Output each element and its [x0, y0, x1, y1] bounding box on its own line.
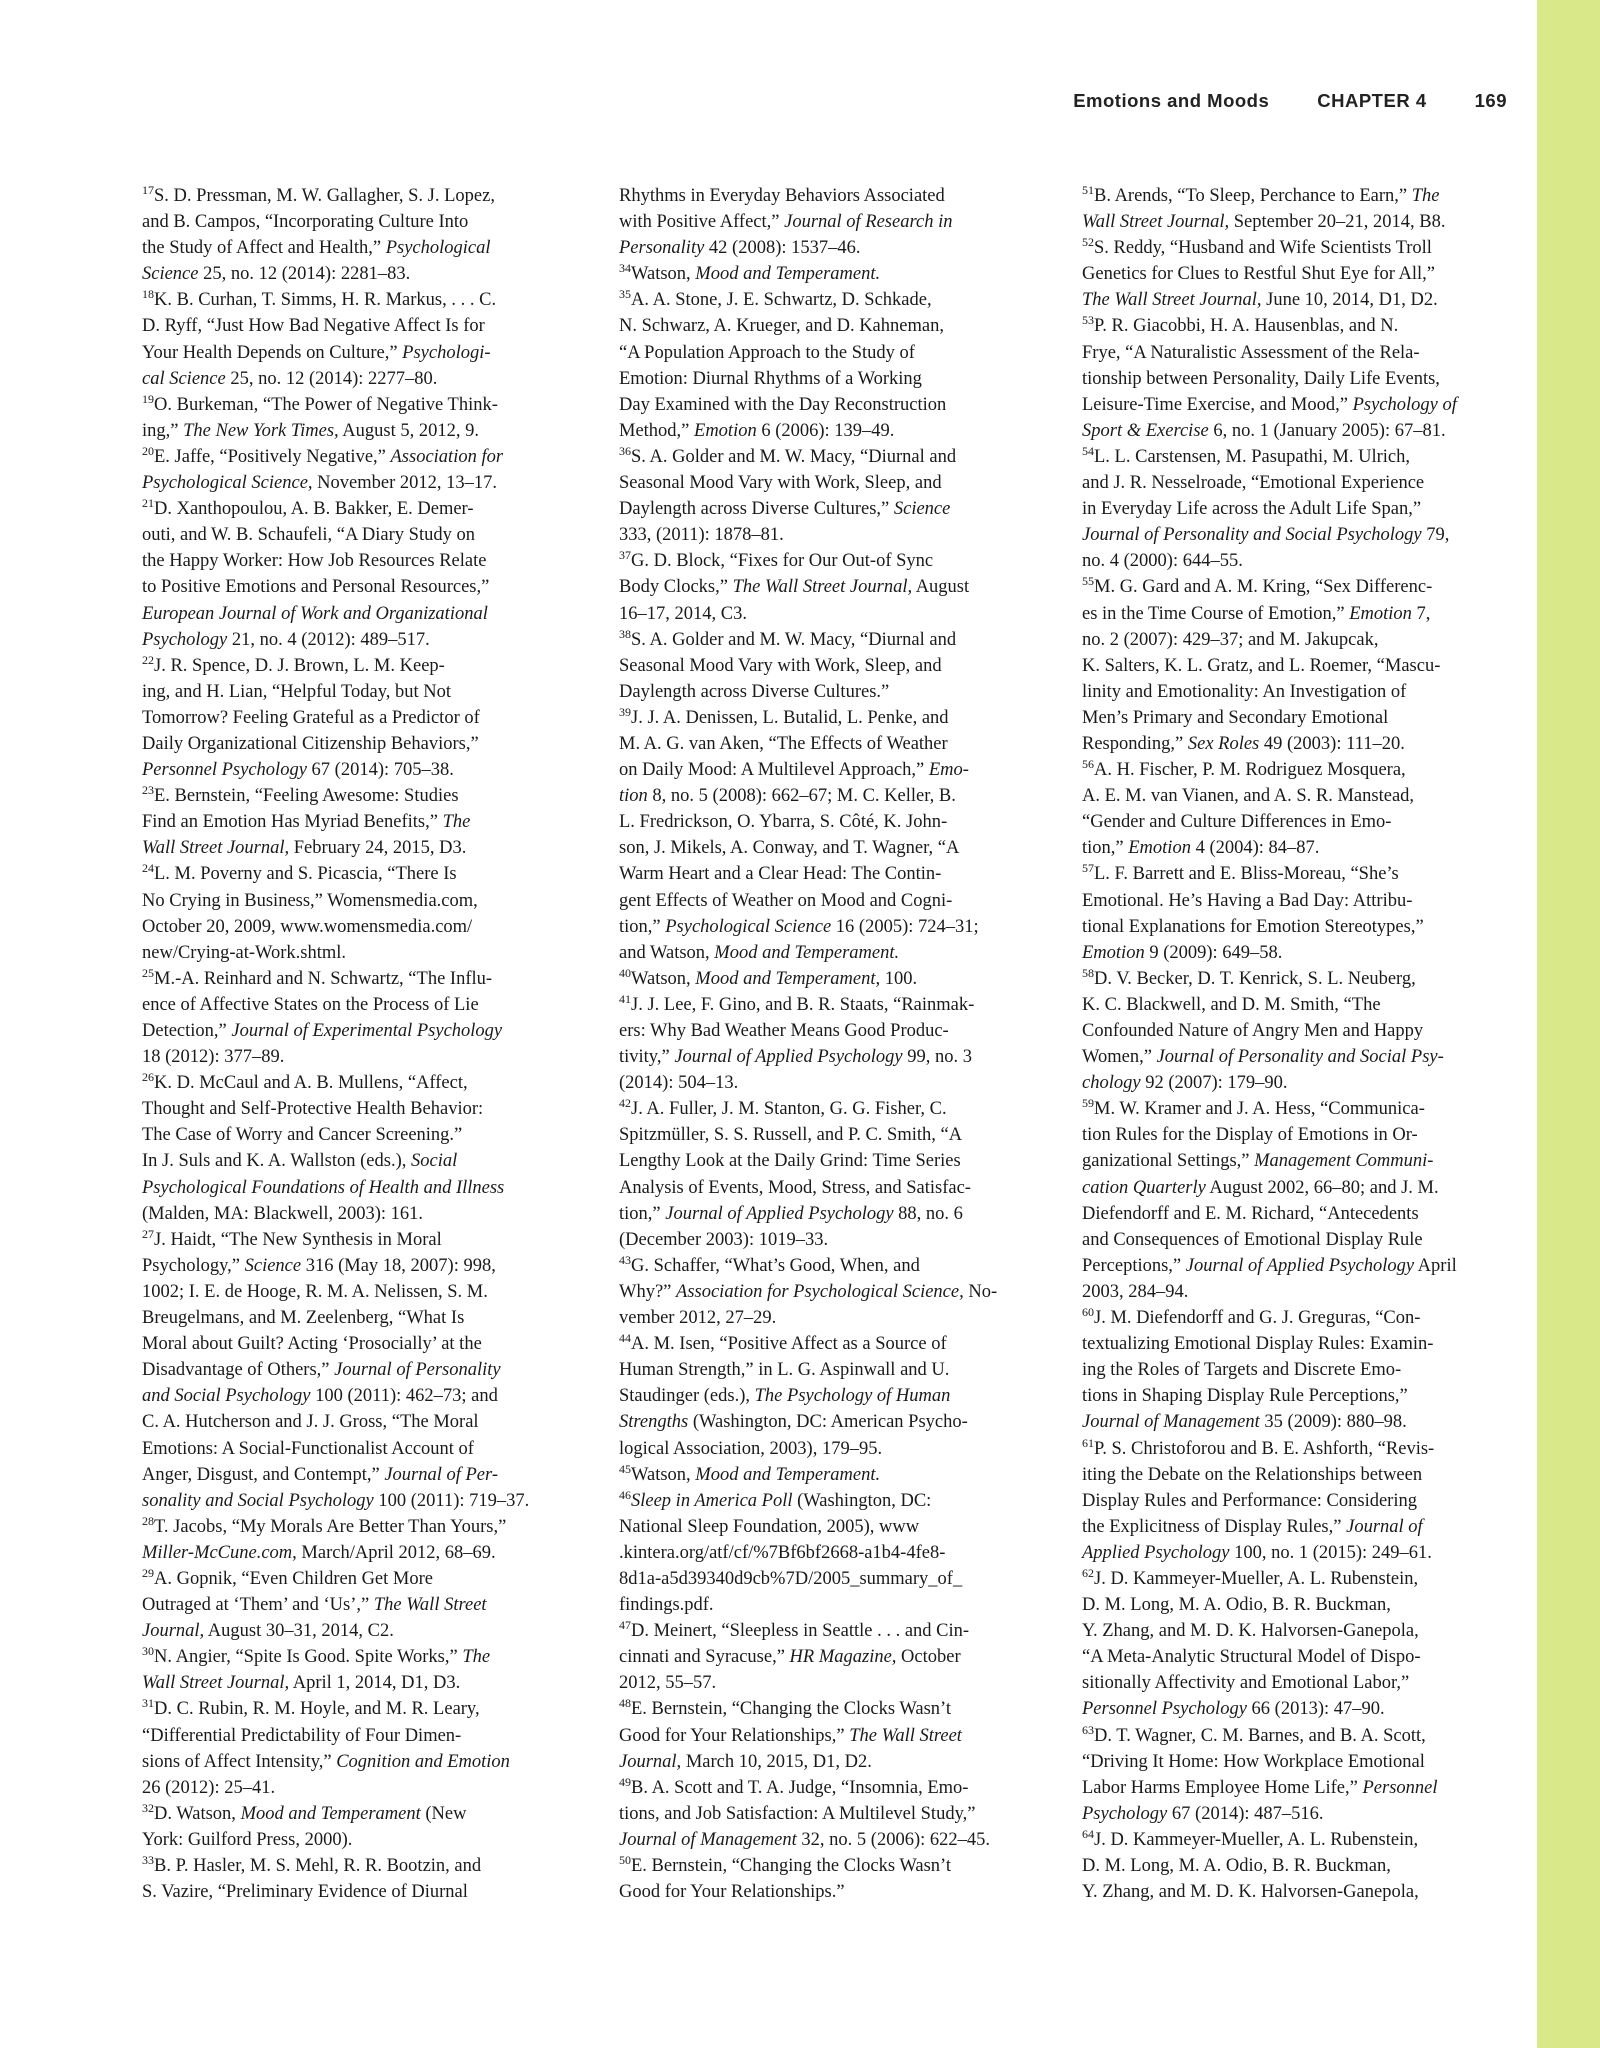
endnote-line: “Gender and Culture Differences in Emo- [1082, 812, 1392, 833]
endnote-line: Your Health Depends on Culture,” Psychologi- [142, 342, 491, 363]
endnote-line: Journal of Management 32, no. 5 (2006): 622–45. [619, 1829, 990, 1850]
endnote-line: $^{26}$K. D. McCaul and A. B. Mullens, “Affect, [142, 1070, 468, 1094]
endnote-line: The Wall Street Journal, June 10, 2014, D1, D2. [1082, 290, 1438, 311]
endnote-line: tions in Shaping Display Rule Perceptions,” [1082, 1386, 1408, 1407]
endnote-line: Science 25, no. 12 (2014): 2281–83. [142, 264, 411, 285]
endnote-line: L. Fredrickson, O. Ybarra, S. Côté, K. John- [619, 812, 948, 833]
endnote-line: findings.pdf. [619, 1595, 714, 1616]
endnote-line: the Happy Worker: How Job Resources Relate [142, 551, 487, 572]
endnote-line: to Positive Emotions and Personal Resources,” [142, 577, 490, 598]
endnote-line: Frye, “A Naturalistic Assessment of the Rela- [1082, 342, 1420, 363]
endnote-line: Women,” Journal of Personality and Social Psy- [1082, 1047, 1444, 1068]
endnote [619, 627, 1055, 705]
endnote-line: and Consequences of Emotional Display Rule [1082, 1229, 1423, 1250]
endnote-line: Wall Street Journal, February 24, 2015, D3. [142, 838, 467, 859]
endnote-line: Y. Zhang, and M. D. K. Halvorsen-Ganepola, [1082, 1882, 1419, 1903]
endnote-line: 16–17, 2014, C3. [619, 603, 747, 624]
endnote [1082, 313, 1518, 443]
endnote-line: Daily Organizational Citizenship Behaviors,” [142, 733, 479, 754]
endnote-line: $^{51}$B. Arends, “To Sleep, Perchance to Earn,” The [1082, 183, 1440, 206]
endnote-line: ing, and H. Lian, “Helpful Today, but Not [142, 681, 452, 702]
endnote [1082, 1827, 1518, 1905]
endnote-line: Wall Street Journal, September 20–21, 2014, B8. [1082, 212, 1446, 233]
endnote-line: D. Ryff, “Just How Bad Negative Affect Is for [142, 316, 485, 337]
endnote-line: tion,” Psychological Science 16 (2005): 724–31; [619, 916, 979, 937]
endnote-line: linity and Emotionality: An Investigation of [1082, 681, 1407, 702]
endnote-line: Personnel Psychology 67 (2014): 705–38. [142, 760, 454, 781]
endnote-line: Good for Your Relationships.” [619, 1882, 845, 1903]
endnote-line: (2014): 504–13. [619, 1073, 739, 1094]
endnote [1082, 444, 1518, 574]
endnote-line: $^{56}$A. H. Fischer, P. M. Rodriguez Mosquera, [1082, 757, 1406, 781]
endnote-line: and Social Psychology 100 (2011): 462–73; and [142, 1386, 498, 1407]
endnote [142, 653, 578, 783]
endnote [142, 1514, 578, 1566]
endnote [619, 705, 1055, 966]
page-number: 169 [1474, 90, 1507, 111]
endnote [142, 444, 578, 496]
chapter-color-band [1537, 0, 1600, 2048]
endnote-line: no. 4 (2000): 644–55. [1082, 551, 1243, 572]
endnote-line: and J. R. Nesselroade, “Emotional Experience [1082, 473, 1425, 494]
endnote-line: $^{18}$K. B. Curhan, T. Simms, H. R. Markus, . . . C. [142, 287, 497, 311]
endnote-line: Psychology,” Science 316 (May 18, 2007): 998, [142, 1255, 496, 1276]
endnote-line: Anger, Disgust, and Contempt,” Journal of Per- [142, 1464, 499, 1485]
endnote-line: Labor Harms Employee Home Life,” Personnel [1082, 1777, 1438, 1798]
endnote-line: tion,” Emotion 4 (2004): 84–87. [1082, 838, 1320, 859]
endnote-line: Applied Psychology 100, no. 1 (2015): 249–61. [1082, 1542, 1432, 1563]
endnote-line: Display Rules and Performance: Considering [1082, 1490, 1417, 1511]
endnote [619, 1253, 1055, 1331]
endnote-line: Leisure-Time Exercise, and Mood,” Psychology of [1082, 394, 1457, 415]
endnote-line: cal Science 25, no. 12 (2014): 2277–80. [142, 368, 438, 389]
endnote-line: Staudinger (eds.), The Psychology of Human [619, 1386, 951, 1407]
endnote [142, 287, 578, 391]
endnote [142, 966, 578, 1070]
endnote-line: C. A. Hutcherson and J. J. Gross, “The Moral [142, 1412, 479, 1433]
endnotes-column-1 [142, 183, 578, 1905]
endnote-line: Thought and Self-Protective Health Behavior: [142, 1099, 484, 1120]
endnote-line: $^{32}$D. Watson, Mood and Temperament (New [142, 1800, 467, 1824]
endnote-line: The Case of Worry and Cancer Screening.” [142, 1125, 463, 1146]
endnote-line: in Everyday Life across the Adult Life Span,” [1082, 499, 1422, 520]
endnote-line: $^{47}$D. Meinert, “Sleepless in Seattle . . . and Cin- [619, 1618, 970, 1642]
endnote-line: tional Explanations for Emotion Stereotypes,” [1082, 916, 1424, 937]
endnote [619, 1853, 1055, 1905]
endnote-line: October 20, 2009, www.womensmedia.com/ [142, 916, 473, 937]
endnote-line: chology 92 (2007): 179–90. [1082, 1073, 1288, 1094]
endnote-line: $^{36}$S. A. Golder and M. W. Macy, “Diurnal and [619, 443, 957, 467]
endnote-line: S. Vazire, “Preliminary Evidence of Diurnal [142, 1882, 468, 1903]
endnote-line: Journal of Personality and Social Psychology 79, [1082, 525, 1450, 546]
endnote-line: $^{23}$E. Bernstein, “Feeling Awesome: Studies [142, 783, 459, 807]
endnote [1082, 861, 1518, 965]
endnote-line: $^{64}$J. D. Kammeyer-Mueller, A. L. Rubenstein, [1082, 1826, 1419, 1850]
endnote-line: Outraged at ‘Them’ and ‘Us’,” The Wall Street [142, 1595, 487, 1616]
endnote [1082, 183, 1518, 235]
endnote-line: $^{42}$J. A. Fuller, J. M. Stanton, G. G. Fisher, C. [619, 1096, 947, 1120]
endnote-line: $^{57}$L. F. Barrett and E. Bliss-Moreau, “She’s [1082, 861, 1399, 885]
endnote-line: Miller-McCune.com, March/April 2012, 68–69. [142, 1542, 496, 1563]
endnote [619, 1775, 1055, 1853]
endnote-line: Personality 42 (2008): 1537–46. [619, 238, 861, 259]
endnote-line: tions, and Job Satisfaction: A Multilevel Study,” [619, 1803, 976, 1824]
endnote-line: “Driving It Home: How Workplace Emotional [1082, 1751, 1425, 1772]
endnote-line: K. C. Blackwell, and D. M. Smith, “The [1082, 994, 1381, 1015]
endnote-line: 2003, 284–94. [1082, 1281, 1189, 1302]
endnote-line: $^{29}$A. Gopnik, “Even Children Get More [142, 1565, 433, 1589]
endnote [1082, 1723, 1518, 1827]
endnote [142, 496, 578, 653]
endnote-line: $^{58}$D. V. Becker, D. T. Kenrick, S. L. Neuberg, [1082, 965, 1416, 989]
endnote-line: $^{59}$M. W. Kramer and J. A. Hess, “Communica- [1082, 1096, 1425, 1120]
endnote [142, 1070, 578, 1227]
endnote-line: $^{38}$S. A. Golder and M. W. Macy, “Diurnal and [619, 626, 957, 650]
endnote-line: In J. Suls and K. A. Wallston (eds.), Social [142, 1151, 458, 1172]
endnote-line: Human Strength,” in L. G. Aspinwall and U. [619, 1360, 950, 1381]
endnote-line: Psychological Science, November 2012, 13–17. [142, 473, 498, 494]
endnote-line: Emotional. He’s Having a Bad Day: Attribu- [1082, 890, 1413, 911]
endnote-line: Seasonal Mood Vary with Work, Sleep, and [619, 655, 942, 676]
endnote-line: $^{35}$A. A. Stone, J. E. Schwartz, D. Schkade, [619, 287, 932, 311]
endnote [619, 1096, 1055, 1253]
endnote [619, 1462, 1055, 1488]
endnote-line: $^{53}$P. R. Giacobbi, H. A. Hausenblas, and N. [1082, 313, 1399, 337]
endnote [619, 261, 1055, 287]
endnote-line: Find an Emotion Has Myriad Benefits,” The [142, 812, 471, 833]
endnote-line: Disadvantage of Others,” Journal of Personality [142, 1360, 501, 1381]
endnote-line: A. E. M. van Vianen, and A. S. R. Manstead, [1082, 786, 1415, 807]
endnote-line: Genetics for Clues to Restful Shut Eye for All,” [1082, 264, 1435, 285]
endnote-line: 18 (2012): 377–89. [142, 1047, 285, 1068]
endnote-line: $^{52}$S. Reddy, “Husband and Wife Scientists Troll [1082, 235, 1432, 259]
endnote-line: on Daily Mood: A Multilevel Approach,” Emo- [619, 760, 969, 781]
endnote-line: Sport & Exercise 6, no. 1 (January 2005): 67–81. [1082, 420, 1446, 441]
endnote-line: $^{49}$B. A. Scott and T. A. Judge, “Insomnia, Emo- [619, 1774, 969, 1798]
endnote-line: Spitzmüller, S. S. Russell, and P. C. Smith, “A [619, 1125, 963, 1146]
endnote-line: N. Schwarz, A. Krueger, and D. Kahneman, [619, 316, 944, 337]
endnote-line: son, J. Mikels, A. Conway, and T. Wagner, “A [619, 838, 960, 859]
endnote-line: Lengthy Look at the Daily Grind: Time Series [619, 1151, 961, 1172]
endnote [1082, 757, 1518, 861]
endnote-line: $^{37}$G. D. Block, “Fixes for Our Out-of Sync [619, 548, 934, 572]
endnote-line: Y. Zhang, and M. D. K. Halvorsen-Ganepola, [1082, 1621, 1419, 1642]
endnote [1082, 966, 1518, 1096]
endnote [1082, 1305, 1518, 1435]
endnote-line: $^{17}$S. D. Pressman, M. W. Gallagher, S. J. Lopez, [142, 183, 495, 206]
endnote-line: ers: Why Bad Weather Means Good Produc- [619, 1021, 949, 1041]
endnote [619, 992, 1055, 1096]
endnote-line: $^{41}$J. J. Lee, F. Gino, and B. R. Staats, “Rainmak- [619, 991, 975, 1015]
endnotes-column-3 [1082, 183, 1518, 1905]
endnote-line: Emotion 9 (2009): 649–58. [1082, 942, 1283, 963]
endnote-line: $^{62}$J. D. Kammeyer-Mueller, A. L. Rubenstein, [1082, 1565, 1419, 1589]
endnote [619, 1331, 1055, 1461]
endnote-line: “A Population Approach to the Study of [619, 342, 915, 363]
endnote-line: $^{55}$M. G. Gard and A. M. Kring, “Sex Differenc- [1082, 574, 1433, 598]
endnote-line: Method,” Emotion 6 (2006): 139–49. [619, 420, 895, 441]
endnote [619, 548, 1055, 626]
endnote-line: vember 2012, 27–29. [619, 1308, 777, 1329]
endnote-line: the Explicitness of Display Rules,” Journal of [1082, 1516, 1423, 1537]
endnote [142, 1644, 578, 1696]
endnote [619, 966, 1055, 992]
endnote-line: Perceptions,” Journal of Applied Psychology April [1082, 1255, 1457, 1276]
endnote-line: and Watson, Mood and Temperament. [619, 942, 900, 963]
endnote-line: Emotions: A Social-Functionalist Account of [142, 1438, 474, 1459]
endnote [619, 287, 1055, 444]
endnote-line: 8d1a-a5d39340d9cb%7D/2005_summary_of_ [619, 1568, 963, 1589]
endnote [142, 1696, 578, 1800]
endnote-line: M. A. G. van Aken, “The Effects of Weather [619, 733, 948, 754]
endnote-line: 333, (2011): 1878–81. [619, 525, 784, 546]
endnote-line: and B. Campos, “Incorporating Culture Into [142, 212, 469, 233]
endnote-line: tion 8, no. 5 (2008): 662–67; M. C. Keller, B. [619, 786, 956, 807]
endnote-line: 1002; I. E. de Hooge, R. M. A. Nelissen, S. M. [142, 1281, 488, 1302]
endnote-line: $^{28}$T. Jacobs, “My Morals Are Better Than Yours,” [142, 1513, 507, 1537]
endnote-line: $^{25}$M.-A. Reinhard and N. Schwartz, “The Influ- [142, 965, 493, 989]
endnote-line: tion Rules for the Display of Emotions in Or- [1082, 1125, 1418, 1146]
endnote [142, 783, 578, 861]
endnote-line: Breugelmans, and M. Zeelenberg, “What Is [142, 1308, 465, 1329]
endnote-line: $^{60}$J. M. Diefendorff and G. J. Greguras, “Con- [1082, 1305, 1421, 1329]
endnote [1082, 1436, 1518, 1566]
endnote-line: National Sleep Foundation, 2005), www [619, 1516, 920, 1537]
endnote-line: Wall Street Journal, April 1, 2014, D1, D3. [142, 1673, 461, 1694]
endnote-line: D. M. Long, M. A. Odio, B. R. Buckman, [1082, 1856, 1391, 1876]
endnote-line: $^{20}$E. Jaffe, “Positively Negative,” Association for [142, 443, 504, 467]
endnote-line: $^{22}$J. R. Spence, D. J. Brown, L. M. Keep- [142, 652, 445, 676]
endnote [1082, 235, 1518, 313]
endnote-line: tion,” Journal of Applied Psychology 88, no. 6 [619, 1203, 963, 1224]
endnote-line: Journal, August 30–31, 2014, C2. [142, 1621, 394, 1642]
endnote [142, 1566, 578, 1644]
endnote-line: $^{44}$A. M. Isen, “Positive Affect as a Source of [619, 1331, 947, 1355]
endnote-line: Confounded Nature of Angry Men and Happy [1082, 1021, 1424, 1041]
endnote [1082, 1096, 1518, 1305]
endnote-line: Daylength across Diverse Cultures.” [619, 681, 890, 702]
endnote-line: D. M. Long, M. A. Odio, B. R. Buckman, [1082, 1595, 1391, 1616]
endnote-line: logical Association, 2003), 179–95. [619, 1438, 883, 1459]
endnote-line: ence of Affective States on the Process of Lie [142, 994, 479, 1015]
endnote-line: $^{39}$J. J. A. Denissen, L. Butalid, L. Penke, and [619, 704, 949, 728]
endnote-line: ing the Roles of Targets and Discrete Emo- [1082, 1360, 1402, 1381]
endnote-line: .kintera.org/atf/cf/%7Bf6bf2668-a1b4-4fe8- [619, 1542, 946, 1563]
endnote-line: Why?” Association for Psychological Science, No- [619, 1281, 998, 1302]
endnote-line: Seasonal Mood Vary with Work, Sleep, and [619, 473, 942, 494]
endnote-line: Psychology 21, no. 4 (2012): 489–517. [142, 629, 430, 650]
endnote [142, 1801, 578, 1853]
endnote-line: iting the Debate on the Relationships between [1082, 1464, 1423, 1485]
endnote-line: Journal of Management 35 (2009): 880–98. [1082, 1412, 1407, 1433]
endnote-line: sonality and Social Psychology 100 (2011): 719–37. [142, 1490, 530, 1511]
endnote [619, 1696, 1055, 1774]
endnote-line: $^{19}$O. Burkeman, “The Power of Negative Think- [142, 391, 498, 415]
endnote-line: 2012, 55–57. [619, 1673, 717, 1694]
endnote-line: sions of Affect Intensity,” Cognition and Emotion [142, 1751, 510, 1772]
endnote-line: textualizing Emotional Display Rules: Examin- [1082, 1334, 1434, 1355]
endnote-line: Day Examined with the Day Reconstruction [619, 394, 947, 415]
endnote-line: Good for Your Relationships,” The Wall Street [619, 1725, 962, 1746]
endnote-line: “Differential Predictability of Four Dimen- [142, 1725, 462, 1746]
endnote-line: Personnel Psychology 66 (2013): 47–90. [1082, 1699, 1385, 1720]
endnote [142, 183, 578, 287]
endnote-line: tivity,” Journal of Applied Psychology 99, no. 3 [619, 1047, 972, 1068]
endnote-line: $^{40}$Watson, Mood and Temperament, 100. [619, 965, 918, 989]
endnote-line: $^{24}$L. M. Poverny and S. Picascia, “There Is [142, 861, 457, 885]
endnote [142, 392, 578, 444]
endnote-line: $^{48}$E. Bernstein, “Changing the Clocks Wasn’t [619, 1696, 951, 1720]
endnote-line: no. 2 (2007): 429–37; and M. Jakupcak, [1082, 629, 1379, 650]
endnote-line: European Journal of Work and Organizational [142, 603, 488, 624]
endnote-line: $^{21}$D. Xanthopoulou, A. B. Bakker, E. Demer- [142, 496, 474, 520]
endnote [1082, 1566, 1518, 1723]
endnote [142, 1227, 578, 1514]
endnote-line: Psychological Foundations of Health and Illness [142, 1177, 505, 1198]
endnote-line: cinnati and Syracuse,” HR Magazine, October [619, 1647, 961, 1668]
endnote-line: Tomorrow? Feeling Grateful as a Predictor of [142, 707, 480, 728]
endnote-line: ing,” The New York Times, August 5, 2012, 9. [142, 420, 479, 441]
endnote-line: Daylength across Diverse Cultures,” Science [619, 499, 951, 520]
endnote-line: the Study of Affect and Health,” Psychological [142, 238, 491, 259]
running-head [1073, 90, 1507, 114]
endnote [142, 861, 578, 965]
endnote-line: Rhythms in Everyday Behaviors Associated [619, 186, 945, 206]
chapter-label: CHAPTER 4 [1317, 90, 1427, 111]
endnote-line: York: Guilford Press, 2000). [142, 1829, 353, 1850]
endnote-line: 26 (2012): 25–41. [142, 1777, 276, 1798]
endnotes-column-2 [619, 183, 1055, 1905]
endnote [1082, 574, 1518, 757]
endnote-line: Diefendorff and E. M. Richard, “Antecedents [1082, 1203, 1419, 1224]
endnote-line: Warm Heart and a Clear Head: The Contin- [619, 864, 942, 885]
endnote-line: Responding,” Sex Roles 49 (2003): 111–20. [1082, 733, 1405, 754]
endnote-line: $^{34}$Watson, Mood and Temperament. [619, 261, 881, 285]
endnote-line: $^{33}$B. P. Hasler, M. S. Mehl, R. R. Bootzin, and [142, 1853, 482, 1876]
endnote [619, 1618, 1055, 1696]
endnote-line: Men’s Primary and Secondary Emotional [1082, 707, 1389, 728]
endnote-line: Moral about Guilt? Acting ‘Prosocially’ at the [142, 1334, 482, 1355]
endnote-line: Journal, March 10, 2015, D1, D2. [619, 1751, 872, 1772]
endnote-line: new/Crying-at-Work.shtml. [142, 942, 347, 963]
section-title: Emotions and Moods [1073, 90, 1270, 111]
endnote-line: tionship between Personality, Daily Life Events, [1082, 368, 1440, 389]
endnote-line: $^{61}$P. S. Christoforou and B. E. Ashforth, “Revis- [1082, 1435, 1435, 1459]
endnote-line: ganizational Settings,” Management Communi- [1082, 1151, 1434, 1172]
endnote-line: Emotion: Diurnal Rhythms of a Working [619, 368, 922, 389]
endnote-line: Body Clocks,” The Wall Street Journal, August [619, 577, 970, 598]
endnote-line: (December 2003): 1019–33. [619, 1229, 829, 1250]
endnote-line: Psychology 67 (2014): 487–516. [1082, 1803, 1324, 1824]
endnote-line: “A Meta-Analytic Structural Model of Dispo- [1082, 1647, 1421, 1668]
endnote-line: gent Effects of Weather on Mood and Cogni- [619, 890, 953, 911]
endnote-line: sitionally Affectivity and Emotional Labor,” [1082, 1673, 1410, 1694]
endnote-line: $^{43}$G. Schaffer, “What’s Good, When, and [619, 1252, 920, 1276]
endnote-line: $^{46}$Sleep in America Poll (Washington, DC: [619, 1487, 932, 1511]
endnote-line: $^{30}$N. Angier, “Spite Is Good. Spite Works,” The [142, 1644, 491, 1668]
endnote-line: (Malden, MA: Blackwell, 2003): 161. [142, 1203, 424, 1224]
endnote-line: Analysis of Events, Mood, Stress, and Satisfac- [619, 1177, 971, 1198]
endnote-line: $^{63}$D. T. Wagner, C. M. Barnes, and B. A. Scott, [1082, 1722, 1426, 1746]
endnote [619, 1488, 1055, 1618]
endnote-line: with Positive Affect,” Journal of Research in [619, 212, 953, 233]
endnote-line: $^{45}$Watson, Mood and Temperament. [619, 1461, 881, 1485]
endnote-line: Detection,” Journal of Experimental Psychology [142, 1021, 503, 1041]
endnote-line: K. Salters, K. L. Gratz, and L. Roemer, “Mascu- [1082, 655, 1441, 676]
endnote-line: outi, and W. B. Schaufeli, “A Diary Study on [142, 525, 475, 546]
endnote-line: $^{31}$D. C. Rubin, R. M. Hoyle, and M. R. Leary, [142, 1696, 480, 1720]
endnote-line: Strengths (Washington, DC: American Psycho- [619, 1412, 968, 1433]
endnote [619, 183, 1055, 261]
endnote-line: $^{50}$E. Bernstein, “Changing the Clocks Wasn’t [619, 1853, 951, 1876]
endnote-line: $^{54}$L. L. Carstensen, M. Pasupathi, M. Ulrich, [1082, 443, 1410, 467]
endnote-line: $^{27}$J. Haidt, “The New Synthesis in Moral [142, 1226, 442, 1250]
endnote-line: cation Quarterly August 2002, 66–80; and J. M. [1082, 1177, 1439, 1198]
endnote-line: No Crying in Business,” Womensmedia.com, [142, 890, 478, 911]
endnote [142, 1853, 578, 1905]
endnote-line: es in the Time Course of Emotion,” Emotion 7, [1082, 603, 1431, 624]
endnote [619, 444, 1055, 548]
